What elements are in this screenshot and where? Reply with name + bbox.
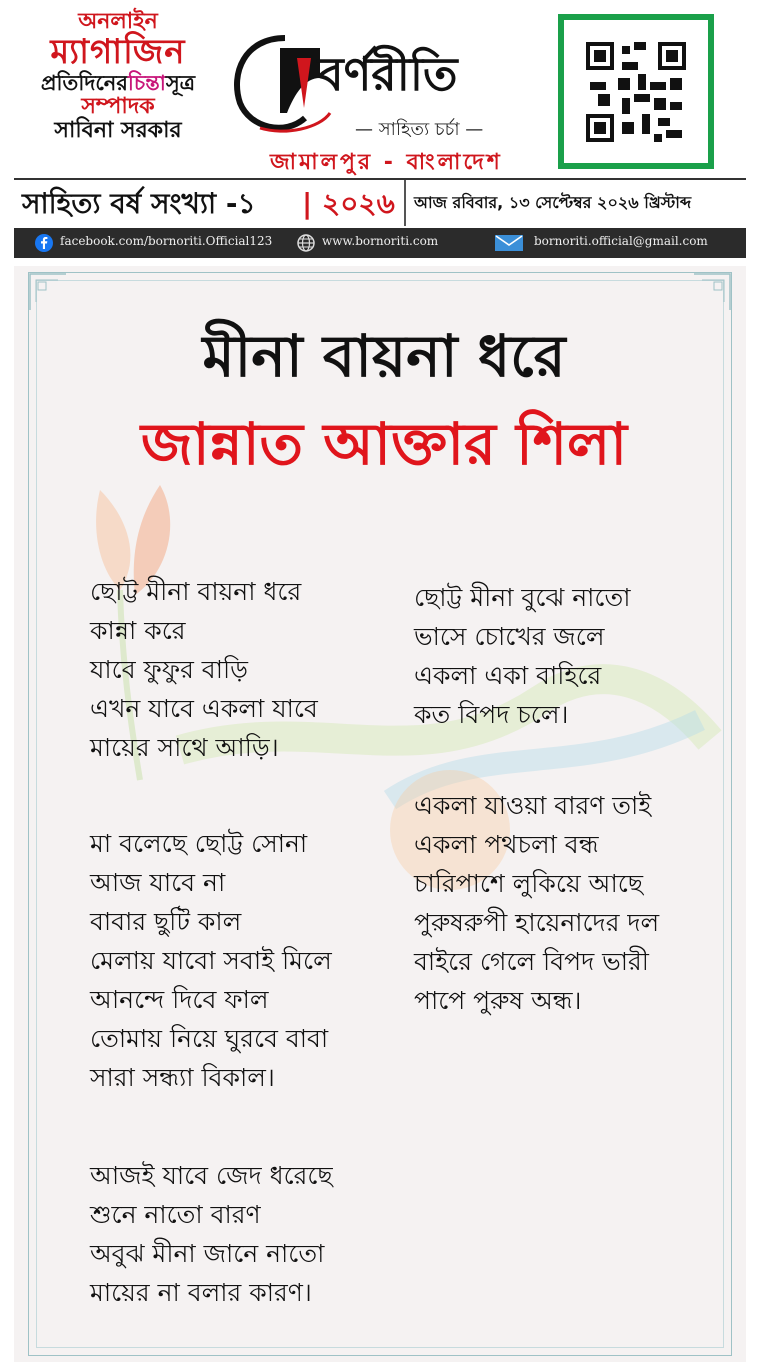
- issue-number: সাহিত্য বর্ষ সংখ্যা -১: [22, 187, 256, 220]
- poem-line: পাপে পুরুষ অন্ধ।: [414, 986, 582, 1015]
- tagline-part-4: সূত্র: [165, 70, 196, 95]
- email-icon[interactable]: [494, 233, 524, 253]
- magazine-label: ম্যাগাজিন: [50, 32, 186, 73]
- poem-line: শুনে নাতো বারণ: [90, 1200, 261, 1229]
- poem-line: বাইরে গেলে বিপদ ভারী: [414, 947, 649, 976]
- poem-line: কত বিপদ চলে।: [414, 700, 569, 729]
- editor-label: সম্পাদক: [81, 93, 155, 119]
- editor-name: সাবিনা সরকার: [54, 117, 182, 143]
- poem-line: চারিপাশে লুকিয়ে আছে: [414, 869, 643, 898]
- logo-subtitle: — সাহিত্য চর্চা —: [355, 119, 484, 140]
- poem-line: যাবে ফুফুর বাড়ি: [90, 655, 248, 684]
- stanza-left-3: [90, 1156, 333, 1312]
- tagline: [18, 72, 218, 95]
- poem-line: আজ যাবে না: [90, 868, 226, 897]
- poem-line: পুরুষরুপী হায়েনাদের দল: [414, 908, 660, 937]
- tagline-part-1: প্রতি: [40, 70, 79, 95]
- facebook-icon[interactable]: [34, 233, 54, 253]
- poem-line: অবুঝ মীনা জানে নাতো: [90, 1239, 325, 1268]
- online-label: অনলাইন: [78, 9, 158, 34]
- issue-year-value: ২০২৬: [321, 187, 395, 220]
- poem-line: এখন যাবে একলা যাবে: [90, 694, 318, 723]
- poem-line: আনন্দে দিবে ফাল: [90, 985, 269, 1014]
- email-link[interactable]: bornoriti.official@gmail.com: [534, 234, 708, 248]
- poem-author: জান্নাত আক্তার শিলা: [140, 410, 628, 478]
- tagline-part-3: চিন্তা: [127, 70, 166, 95]
- poem-line: ছোট্ট মীনা বায়না ধরে: [90, 577, 302, 606]
- stanza-left-2: [90, 824, 332, 1097]
- publication-block: [18, 10, 218, 143]
- poem-line: আজই যাবে জেদ ধরেছে: [90, 1161, 333, 1190]
- poem-line: একলা যাওয়া বারণ তাই: [414, 791, 652, 820]
- corner-ornament-icon: [692, 272, 732, 312]
- qr-code-icon[interactable]: [586, 42, 686, 142]
- poem-line: মায়ের সাথে আড়ি।: [90, 733, 279, 762]
- issue-year: [302, 182, 395, 229]
- tagline-part-2: দিনের: [78, 70, 128, 95]
- issue-separator: |: [302, 187, 313, 220]
- facebook-link[interactable]: facebook.com/bornoriti.Official123: [60, 234, 273, 248]
- logo-location: জামালপুর - বাংলাদেশ: [270, 150, 503, 175]
- poem-line: মা বলেছে ছোট্ট সোনা: [90, 829, 308, 858]
- issue-date: আজ রবিবার, ১৩ সেপ্টেম্বর ২০২৬ খ্রিস্টাব্দ: [414, 193, 692, 212]
- website-link[interactable]: www.bornoriti.com: [322, 234, 439, 248]
- poem-line: বাবার ছুটি কাল: [90, 907, 242, 936]
- poem-line: সারা সন্ধ্যা বিকাল।: [90, 1063, 275, 1092]
- poem-title: মীনা বায়না ধরে: [202, 322, 566, 390]
- issue-divider: [404, 180, 406, 226]
- poem-line: একলা একা বাহিরে: [414, 661, 602, 690]
- globe-icon[interactable]: [296, 233, 316, 253]
- corner-ornament-icon: [28, 272, 68, 312]
- poem-line: মেলায় যাবো সবাই মিলে: [90, 946, 332, 975]
- logo-name: বর্ণরীতি: [318, 47, 458, 101]
- poem-line: ভাসে চোখের জলে: [414, 622, 605, 651]
- stanza-right-2: [414, 786, 659, 1020]
- poem-line: মায়ের না বলার কারণ।: [90, 1278, 312, 1307]
- poem-line: ছোট্ট মীনা বুঝে নাতো: [414, 583, 631, 612]
- poem-line: তোমায় নিয়ে ঘুরবে বাবা: [90, 1024, 329, 1053]
- stanza-left-1: [90, 572, 318, 767]
- stanza-right-1: [414, 578, 630, 734]
- poem-line: কান্না করে: [90, 616, 186, 645]
- poem-line: একলা পথচলা বন্ধ: [414, 830, 599, 859]
